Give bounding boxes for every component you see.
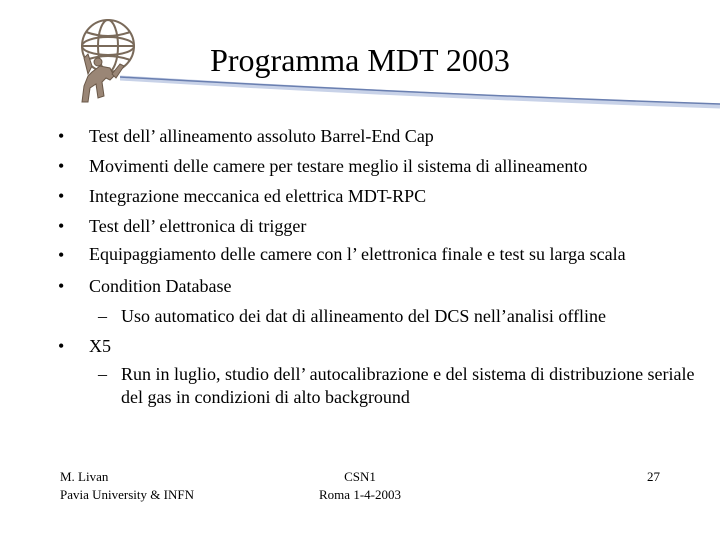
bullet-item — [58, 153, 708, 179]
bullet-text: Equipaggiamento delle camere con l’ elettronica finale e test su larga scala — [89, 244, 626, 264]
footer-author — [60, 468, 194, 504]
author-name: M. Livan — [60, 469, 109, 484]
sub-bullet-item — [58, 363, 708, 409]
bullet-text: Test dell’ allineamento assoluto Barrel-End Cap — [89, 126, 434, 146]
bullet-symbol: • — [58, 216, 65, 236]
bullet-item — [58, 213, 708, 239]
bullet-symbol: • — [58, 245, 65, 265]
dash-symbol: – — [98, 364, 107, 384]
sub-bullet-text: Run in luglio, studio dell’ autocalibrazione e del sistema di distribuzione seriale del gas in condizioni di alto background — [121, 364, 695, 407]
bullet-item — [58, 123, 708, 149]
bullet-item — [58, 243, 708, 266]
meeting-place-date: Roma 1-4-2003 — [319, 487, 401, 502]
sub-bullet-item — [58, 303, 708, 329]
author-affiliation: Pavia University & INFN — [60, 487, 194, 502]
meeting-name: CSN1 — [344, 469, 376, 484]
title-swoosh-underline — [120, 70, 720, 110]
bullet-text: Test dell’ elettronica di trigger — [89, 216, 307, 236]
bullet-symbol: • — [58, 126, 65, 146]
bullet-text: X5 — [89, 336, 111, 356]
bullet-symbol: • — [58, 156, 65, 176]
slide-title: Programma MDT 2003 — [210, 42, 510, 78]
dash-symbol: – — [98, 306, 107, 326]
bullet-text: Movimenti delle camere per testare meglio il sistema di allineamento — [89, 156, 588, 176]
bullet-symbol: • — [58, 336, 65, 356]
bullet-item — [58, 273, 708, 299]
bullet-item — [58, 333, 708, 359]
bullet-list — [58, 123, 708, 413]
bullet-text: Condition Database — [89, 276, 232, 296]
page-number: 27 — [647, 469, 660, 484]
footer-meeting — [290, 468, 430, 504]
bullet-symbol: • — [58, 276, 65, 296]
bullet-symbol: • — [58, 186, 65, 206]
sub-bullet-text: Uso automatico dei dat di allineamento del DCS nell’analisi offline — [121, 306, 607, 326]
bullet-text: Integrazione meccanica ed elettrica MDT-RPC — [89, 186, 427, 206]
bullet-item — [58, 183, 708, 209]
